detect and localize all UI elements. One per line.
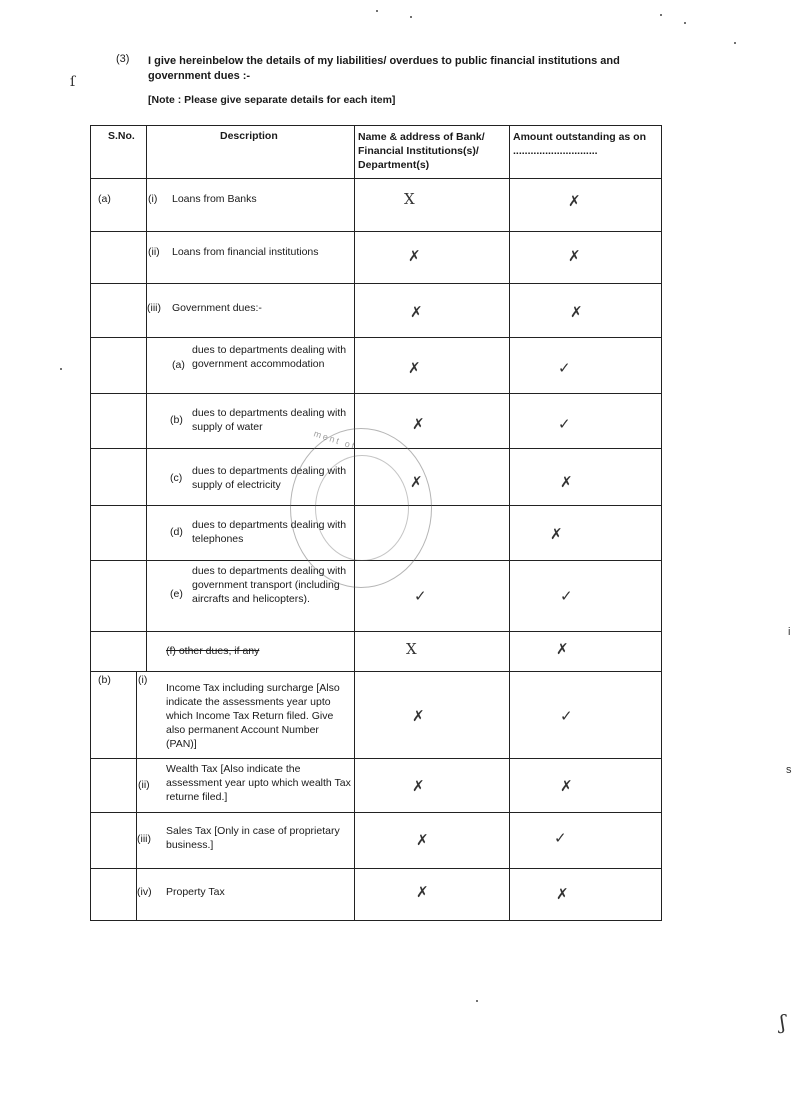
row-description: dues to departments dealing with supply of electricity	[192, 465, 347, 491]
row-description: Loans from financial institutions	[172, 246, 319, 258]
row-description: (f) other dues, if any	[166, 645, 260, 657]
row-subnumber: (iii)	[137, 833, 151, 845]
row-description: dues to departments dealing with supply of water	[192, 407, 347, 433]
row-description: Sales Tax [Only in case of proprietary business.]	[166, 825, 340, 851]
amount-cell-mark: ✓	[560, 707, 573, 725]
row-subnumber: (e)	[170, 588, 183, 600]
section-note: [Note : Please give separate details for each item]	[148, 94, 396, 106]
amount-cell-mark: ✓	[560, 587, 573, 605]
row-subnumber: (d)	[170, 526, 183, 538]
name-cell-mark: ✗	[408, 247, 421, 265]
row-subnumber: (i)	[138, 674, 148, 686]
name-cell-cross-mark: X	[406, 640, 417, 658]
row-description: Government dues:-	[172, 302, 262, 314]
row-description: dues to departments dealing with government accommodation	[192, 344, 347, 370]
header-name-address: Name & address of Bank/ Financial Institutions(s)/ Department(s)	[358, 131, 485, 171]
row-subnumber: (ii)	[148, 246, 160, 258]
row-sno: (a)	[98, 193, 111, 205]
name-cell-mark: ✗	[412, 777, 425, 795]
name-cell-mark: ✓	[414, 587, 427, 605]
name-cell-mark: ✗	[408, 359, 421, 377]
amount-cell-mark: ✗	[568, 247, 581, 265]
header-amount: Amount outstanding as on .............................	[513, 131, 646, 157]
row-description: Loans from Banks	[172, 193, 257, 205]
amount-cell-mark: ✓	[558, 415, 571, 433]
row-description: dues to departments dealing with government transport (including aircrafts and helicopters).	[192, 565, 347, 605]
section-number: (3)	[116, 53, 130, 65]
name-cell-cross-mark: X	[404, 190, 415, 208]
row-subnumber: (i)	[148, 193, 158, 205]
name-cell-mark: ✗	[412, 707, 425, 725]
margin-handwriting-mark: ſ	[70, 74, 76, 90]
name-cell-mark: ✗	[410, 303, 423, 321]
name-cell-mark: ✗	[416, 883, 429, 901]
row-subnumber: (ii)	[138, 779, 150, 791]
row-sno: (b)	[98, 674, 111, 686]
section-intro-text: I give hereinbelow the details of my liabilities/ overdues to public financial institutions and government dues :-	[148, 55, 620, 82]
row-subnumber: (c)	[170, 472, 183, 484]
row-description: Property Tax	[166, 886, 225, 898]
row-subnumber: (iv)	[137, 886, 152, 898]
name-cell-mark: ✗	[410, 473, 423, 491]
amount-cell-mark: ✗	[550, 525, 563, 543]
row-description: Income Tax including surcharge [Also indicate the assessments year upto which Income Tax Return filed. Give also permanent Account Number (PAN)]	[166, 682, 340, 750]
row-description: Wealth Tax [Also indicate the assessment year upto which wealth Tax returne filed.]	[166, 763, 351, 803]
edge-letter-mark: s	[786, 764, 792, 776]
header-sno: S.No.	[108, 130, 135, 142]
amount-cell-mark: ✗	[556, 885, 569, 903]
amount-cell-mark: ✗	[556, 640, 569, 658]
amount-cell-mark: ✓	[558, 359, 571, 377]
name-cell-mark: ✗	[412, 415, 425, 433]
official-seal-stamp: ment of	[290, 428, 432, 588]
signature-stroke-mark: ʃ	[780, 1010, 786, 1034]
amount-cell-mark: ✓	[554, 829, 567, 847]
amount-cell-mark: ✗	[560, 473, 573, 491]
amount-cell-mark: ✗	[560, 777, 573, 795]
edge-letter-mark: i	[788, 626, 791, 638]
name-cell-mark: ✗	[416, 831, 429, 849]
row-subnumber: (b)	[170, 414, 183, 426]
amount-cell-mark: ✗	[568, 192, 581, 210]
row-subnumber: (iii)	[147, 302, 161, 314]
row-subnumber: (a)	[172, 359, 185, 371]
amount-cell-mark: ✗	[570, 303, 583, 321]
row-description: dues to departments dealing with telephones	[192, 519, 347, 545]
header-description: Description	[220, 130, 278, 142]
